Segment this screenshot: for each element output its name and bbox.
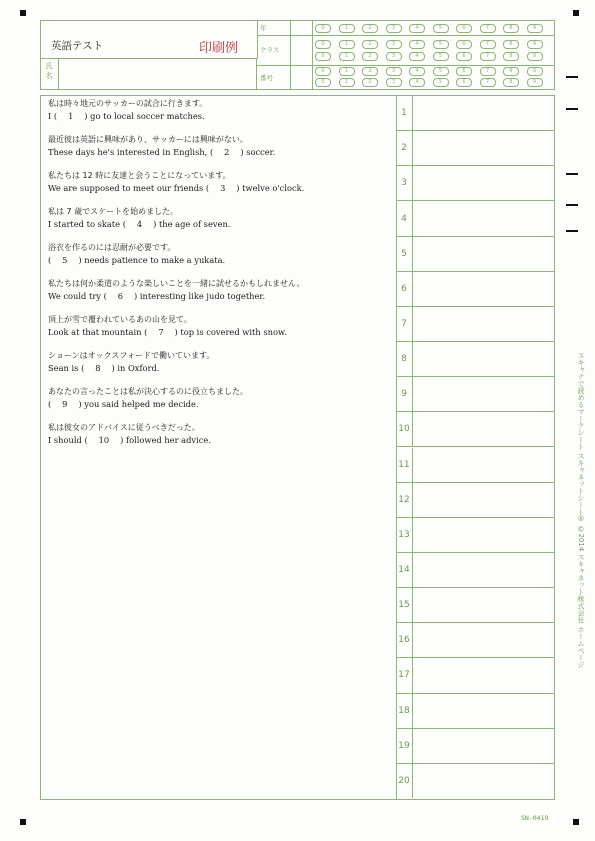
question-english: ( 5 ) needs patience to make a yukata. (48, 255, 226, 265)
question-item (48, 314, 287, 338)
answer-number: 5 (396, 237, 413, 271)
form-code: SN-0419 (521, 814, 549, 822)
sample-stamp: 印刷例 (199, 41, 239, 56)
answer-number: 15 (396, 588, 413, 622)
field-blank (292, 35, 313, 65)
mark-bubble[interactable]: 6 (456, 52, 472, 61)
field-blank (292, 65, 313, 89)
mark-bubble[interactable]: 8 (503, 24, 519, 33)
mark-bubble[interactable]: 2 (362, 67, 378, 76)
mark-bubble[interactable]: 7 (480, 67, 496, 76)
mark-bubble[interactable]: 0 (315, 67, 331, 76)
mark-bubble[interactable]: 5 (433, 78, 449, 87)
question-item (48, 422, 211, 446)
question-english: I should ( 10 ) followed her advice. (48, 435, 211, 445)
mark-bubble[interactable]: 2 (362, 78, 378, 87)
answer-row[interactable] (396, 694, 555, 729)
name-field[interactable] (59, 59, 257, 89)
mark-bubble[interactable]: 9 (527, 52, 543, 61)
field-label-number: 番号 (257, 65, 291, 89)
question-item (48, 350, 214, 374)
mark-bubble[interactable]: 7 (480, 24, 496, 33)
name-label-cell (41, 58, 59, 89)
answer-column (396, 96, 556, 799)
question-japanese: ショーンはオックスフォードで働いています。 (48, 351, 215, 360)
question-item (48, 134, 275, 158)
mark-bubble[interactable]: 9 (527, 40, 543, 49)
answer-number: 20 (396, 764, 413, 798)
answer-number: 19 (396, 729, 413, 763)
question-japanese: 浴衣を作るのには忍耐が必要です。 (48, 243, 176, 252)
field-label-year: 年 (257, 21, 291, 35)
mark-bubble[interactable]: 1 (339, 78, 355, 87)
mark-bubble[interactable]: 8 (503, 78, 519, 87)
field-blank (292, 21, 313, 35)
registration-mark (573, 10, 579, 16)
answer-number: 17 (396, 658, 413, 692)
mark-bubble[interactable]: 5 (433, 52, 449, 61)
mark-bubble[interactable]: 2 (362, 52, 378, 61)
answer-row[interactable] (396, 307, 555, 342)
registration-mark (20, 819, 26, 825)
mark-bubble[interactable]: 3 (386, 24, 402, 33)
answer-number: 3 (396, 166, 413, 200)
mark-bubble[interactable]: 4 (409, 24, 425, 33)
answer-row[interactable] (396, 237, 555, 272)
answer-number: 2 (396, 131, 413, 165)
mark-bubble[interactable]: 8 (503, 40, 519, 49)
mark-bubble[interactable]: 4 (409, 78, 425, 87)
field-label-class: クラス (257, 35, 291, 65)
mark-bubble[interactable]: 5 (433, 67, 449, 76)
answer-row[interactable] (396, 729, 555, 764)
title-cell (41, 21, 258, 59)
field-row-year (257, 21, 554, 36)
mark-bubble[interactable]: 4 (409, 40, 425, 49)
answer-row[interactable] (396, 412, 555, 447)
name-label: 氏名 (45, 62, 53, 80)
timing-mark (566, 204, 578, 206)
question-english: I ( 1 ) go to local soccer matches. (48, 111, 205, 121)
field-row-number (257, 65, 554, 89)
answer-number: 7 (396, 307, 413, 341)
answer-row[interactable] (396, 377, 555, 412)
answer-row[interactable] (396, 96, 555, 131)
answer-row[interactable] (396, 201, 555, 236)
answer-number: 16 (396, 623, 413, 657)
question-english: Look at that mountain ( 7 ) top is covered with snow. (48, 327, 287, 337)
question-english: ( 9 ) you said helped me decide. (48, 399, 199, 409)
question-japanese: 私は彼女のアドバイスに従うべきだった。 (48, 423, 200, 432)
mark-bubble[interactable]: 0 (315, 78, 331, 87)
test-title: 英語テスト (51, 40, 104, 52)
answer-number: 8 (396, 342, 413, 376)
mark-bubble[interactable]: 1 (339, 52, 355, 61)
answer-row[interactable] (396, 518, 555, 553)
answer-number: 13 (396, 518, 413, 552)
question-english: I started to skate ( 4 ) the age of seven. (48, 219, 231, 229)
answer-row[interactable] (396, 483, 555, 518)
mark-bubble[interactable]: 6 (456, 24, 472, 33)
answer-sheet-header (40, 20, 555, 90)
answer-row[interactable] (396, 658, 555, 693)
mark-bubble[interactable]: 7 (480, 78, 496, 87)
mark-bubble[interactable]: 7 (480, 40, 496, 49)
question-english: We could try ( 6 ) interesting like judo together. (48, 291, 266, 301)
mark-bubble[interactable]: 6 (456, 40, 472, 49)
mark-bubble[interactable]: 3 (386, 40, 402, 49)
question-item (48, 386, 248, 410)
mark-bubble[interactable]: 9 (527, 24, 543, 33)
field-row-class (257, 35, 554, 66)
answer-row[interactable] (396, 588, 555, 623)
question-item (48, 278, 304, 302)
mark-bubble[interactable]: 6 (456, 78, 472, 87)
mark-bubble[interactable]: 0 (315, 40, 331, 49)
answer-number: 9 (396, 377, 413, 411)
question-item (48, 242, 225, 266)
question-column (41, 96, 397, 799)
mark-bubble[interactable]: 8 (503, 52, 519, 61)
question-japanese: 私たちは何か柔道のような楽しいことを一緒に試せるかもしれません。 (48, 279, 305, 288)
answer-number: 10 (396, 412, 413, 446)
question-japanese: 頂上が雪で覆われているあの山を見て。 (48, 315, 192, 324)
question-japanese: 私は 7 歳でスケートを始めました。 (48, 207, 179, 216)
timing-mark (566, 76, 578, 78)
mark-bubble[interactable]: 4 (409, 52, 425, 61)
mark-bubble[interactable]: 0 (315, 52, 331, 61)
answer-row[interactable] (396, 553, 555, 588)
mark-bubble[interactable]: 8 (503, 67, 519, 76)
answer-row[interactable] (396, 272, 555, 307)
mark-bubble[interactable]: 1 (339, 40, 355, 49)
timing-mark (566, 173, 578, 175)
answer-number: 4 (396, 201, 413, 235)
question-item (48, 170, 304, 194)
vendor-side-text: スキャナで読めるマークシート スキャネットシート® ©2014 スキャネット株式会社 ホームページ (577, 352, 585, 668)
question-japanese: 私は時々地元のサッカーの試合に行きます。 (48, 99, 208, 108)
registration-mark (20, 10, 26, 16)
mark-bubble[interactable]: 0 (315, 24, 331, 33)
registration-mark (573, 819, 579, 825)
question-japanese: あなたの言ったことは私が決心するのに役立ちました。 (48, 387, 248, 396)
id-fields (257, 21, 554, 89)
question-item (48, 206, 230, 230)
mark-bubble[interactable]: 2 (362, 24, 378, 33)
mark-bubble[interactable]: 4 (409, 67, 425, 76)
question-japanese: 最近彼は英語に興味があり、サッカーには興味がない。 (48, 135, 248, 144)
mark-bubble[interactable]: 5 (433, 40, 449, 49)
mark-bubble[interactable]: 2 (362, 40, 378, 49)
timing-mark (566, 230, 578, 232)
question-english: We are supposed to meet our friends ( 3 ) twelve o'clock. (48, 183, 305, 193)
answer-number: 18 (396, 694, 413, 728)
question-english: These days he's interested in English, ( 2 ) soccer. (48, 147, 276, 157)
mark-bubble[interactable]: 9 (527, 67, 543, 76)
answer-row[interactable] (396, 166, 555, 201)
timing-mark (566, 108, 578, 110)
answer-number: 12 (396, 483, 413, 517)
mark-bubble[interactable]: 6 (456, 67, 472, 76)
mark-bubble[interactable]: 7 (480, 52, 496, 61)
mark-bubble[interactable]: 1 (339, 67, 355, 76)
mark-bubble[interactable]: 9 (527, 78, 543, 87)
question-japanese: 私たちは 12 時に友達と会うことになっています。 (48, 171, 231, 180)
question-english: Sean is ( 8 ) in Oxford. (48, 363, 160, 373)
question-item (48, 98, 207, 122)
answer-row[interactable] (396, 623, 555, 658)
answer-number: 1 (396, 96, 413, 130)
mark-bubble[interactable]: 3 (386, 78, 402, 87)
answer-row[interactable] (396, 764, 555, 798)
answer-row[interactable] (396, 342, 555, 377)
mark-bubble[interactable]: 3 (386, 67, 402, 76)
answer-row[interactable] (396, 131, 555, 166)
answer-row[interactable] (396, 448, 555, 483)
answer-number: 6 (396, 272, 413, 306)
mark-bubble[interactable]: 5 (433, 24, 449, 33)
mark-bubble[interactable]: 1 (339, 24, 355, 33)
question-answer-area (40, 95, 555, 800)
answer-number: 11 (396, 448, 413, 482)
mark-bubble[interactable]: 3 (386, 52, 402, 61)
answer-number: 14 (396, 553, 413, 587)
